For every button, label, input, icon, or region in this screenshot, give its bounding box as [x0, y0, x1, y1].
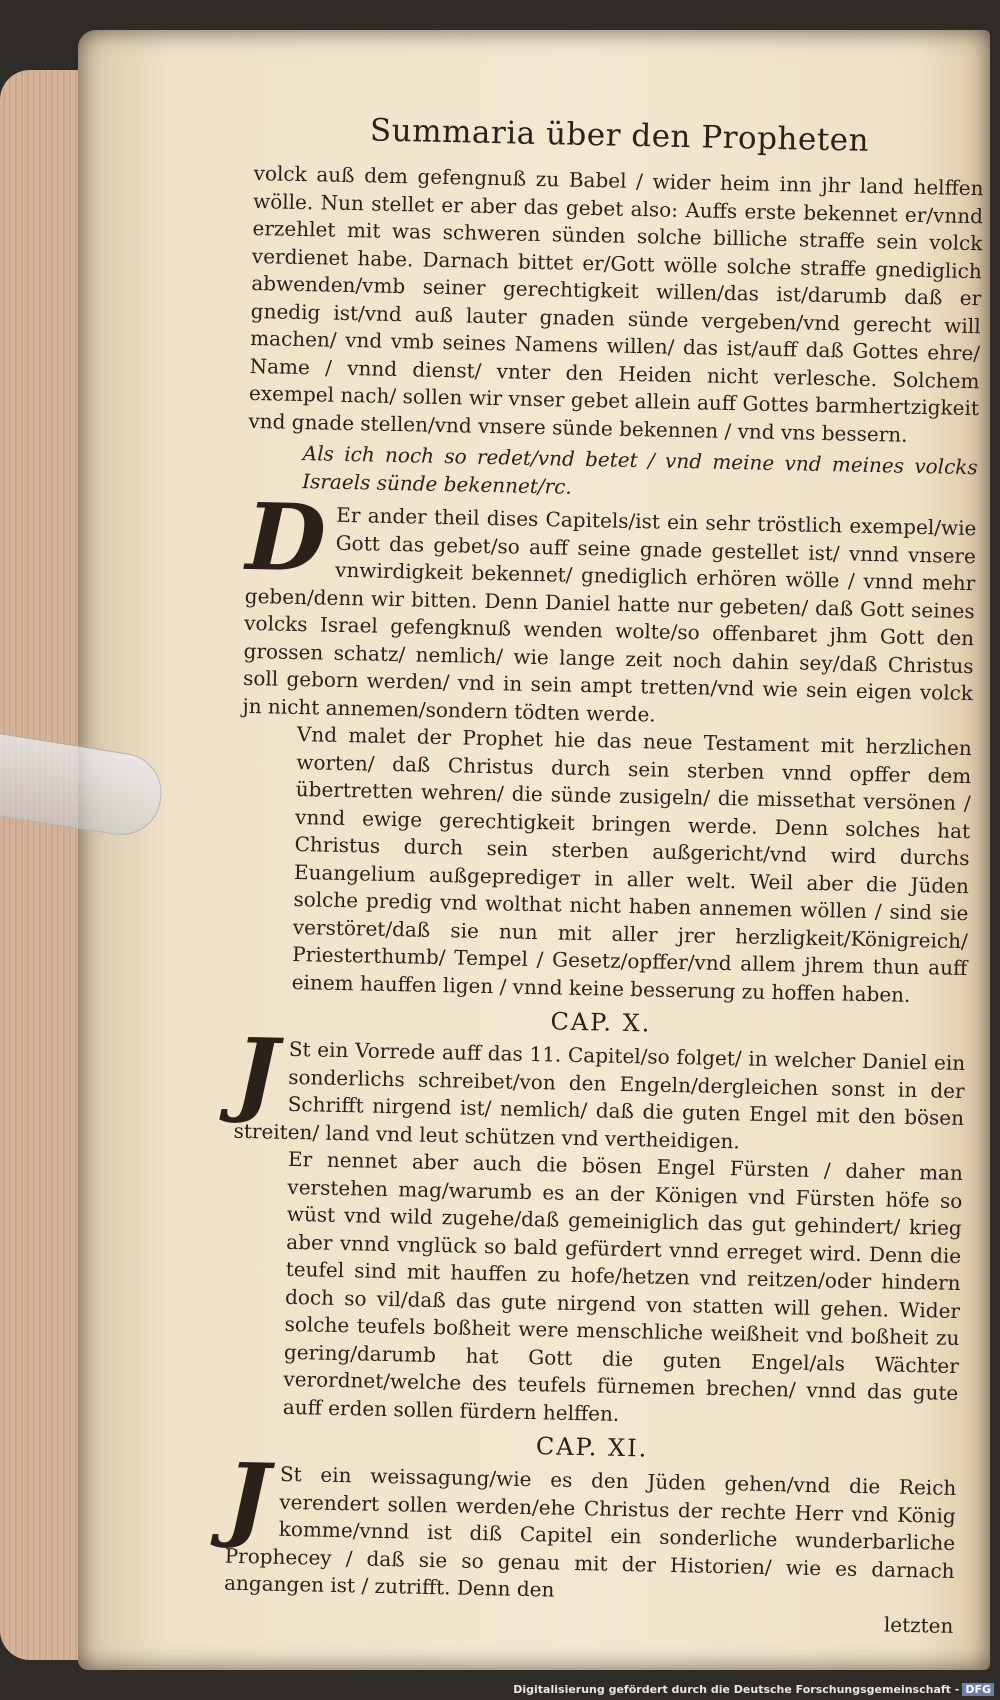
paragraph-2-text: Er ander theil dises Capitels/ist ein sehr tröstlich exempel/wie Gott das gebet/so auff seine gnade gestellet ist/ vnnd vnsere vnwirdigkeit bekennet/ gnediglich erhören wölle / vnnd mehr geben/denn wir bitten. Denn Daniel hatte nur gebeten/ daß Gott seines volcks Israel gefengknuß wenden wolte/so offenbaret jhm Gott den grossen schatz/ nemlich/ wie lange zeit noch dahin sey/daß Christus soll geborn werden/ vnd in sein ampt tretten/vnd wie sein eigen volck jn nicht annemen/sondern tödten werde. — [242, 502, 977, 727]
running-heading: Summaria über den Propheten — [369, 112, 870, 159]
paragraph-3: Vnd malet der Prophet hie das neue Testament mit herzlichen worten/ daß Christus durch sein sterben vnnd opffer dem übertretten wehren/ die sünde zusigeln/ die missethat versönen / vnnd ewige gerechtigkeit bringen werde. Denn solches hat Christus durch sein sterben außgericht/vnd wird durchs Euangelium außgepredigет in aller welt. Weil aber die Jüden solche predig vnd wolthat nicht haben annemen wöllen / sind sie verstöret/daß sie nun mit aller jrer herzligkeit/Königreich/ Priesterthumb/ Tempel / Gesetz/opffer/vnd allem jhrem thun auff einem hauffen ligen / vnnd keine besserung zu hoffen haben. — [291, 722, 973, 1007]
paragraph-1: volck auß dem gefengnuß zu Babel / wider heim inn jhr land helffen wölle. Nun stellet er aber das gebet also: Auffs erste bekennet er/vnnd erzehlet mit was schweren sünden solche billiche straffe sein volck verdienet habe. Darnach bittet er/Gott wölle solche straffe gnediglich abwenden/vmb seiner gerechtigkeit willen/das ist/darumb daß er gnedig ist/vnd auß lauter gnaden sünde vergeben/vnd gerecht will machen/ vnd vmb seines Namens willen/ das ist/auff daß Gottes ehre/ Name / vnnd dienst/ vnter den Heiden nicht verlesche. Solchem exempel nach/ sollen wir vnser gebet allein auff Gottes barmhertzigkeit vnd gnade stellen/vnd vnsere sünde bekennen / vnd vns bessern. — [248, 160, 984, 447]
dfg-logo: DFG — [962, 1683, 994, 1696]
digitization-footer — [513, 1683, 994, 1696]
paragraph-6-text: St ein weissagung/wie es den Jüden gehen/vnd die Reich verendert sollen werden/ehe Christus der rechte Herr vnd König komme/vnnd ist diß Capitel ein sonderliche wunderbarliche Prophecey / daß sie so genau mit der Historien/ wie es darnach angangen ist / zutrifft. Denn den — [223, 1461, 957, 1602]
drop-cap-j-1: J — [233, 1017, 280, 1127]
footer-text: Digitalisierung gefördert durch die Deutsche Forschungsgemeinschaft - — [513, 1683, 960, 1696]
paragraph-5: Er nennet aber auch die bösen Engel Fürsten / daher man verstehen mag/warumb es an der Königen vnd Fürsten höfe so wüst vnd wild zugehe/daß gemeiniglich das gut gehindert/ krieg aber vnnd vnglück so bald gefürdert vnnd erreget wird. Denn die teufel sind mit hauffen zu hofe/hetzen vnd reitzen/oder hindern doch so vil/daß das gute nirgend von statten will gehen. Wider solche teufels boßheit were menschliche weißheit vnd boßheit zu gering/darumb hat Gott die guten Engel/als Wächter verordnet/welche des teufels fürnemen brechen/ vnnd das gute auff erden sollen fürdern helffen. — [282, 1146, 964, 1426]
paragraph-2 — [242, 482, 977, 735]
drop-cap-d: D — [244, 482, 327, 593]
scripture-quote: Als ich noch so redet/vnd betet / vnd meine vnd meines volcks Israels sünde bekennet/rc. — [301, 441, 978, 499]
paragraph-4-text: St ein Vorrede auff das 11. Capitel/so folget/ in welcher Daniel ein sonderlichs schreibet/von den Engeln/dergleichen sonst in der Schrifft nirgend ist/ nemlich/ daß die guten Engel mit den bösen streiten/ land vnd leut schützen vnd vertheidigen. — [233, 1036, 966, 1153]
chapter-heading-x: CAP. X. — [550, 1007, 652, 1038]
catchword: letzten — [883, 1612, 954, 1638]
chapter-heading-xi: CAP. XI. — [535, 1432, 649, 1463]
drop-cap-j-2: J — [224, 1442, 271, 1552]
page-text-block — [223, 110, 985, 1640]
